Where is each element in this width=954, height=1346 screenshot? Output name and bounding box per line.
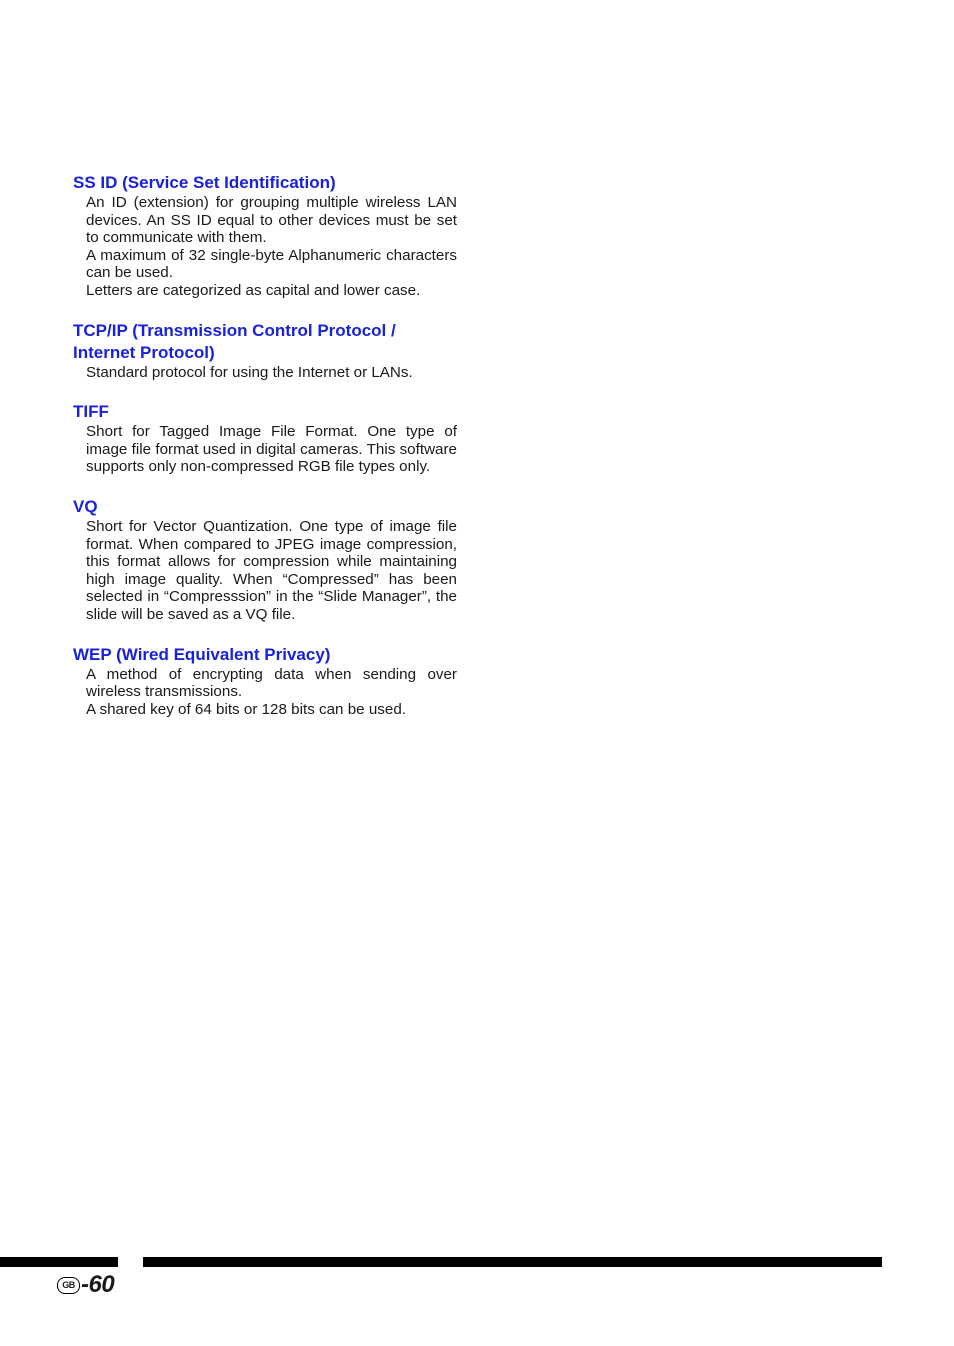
glossary-definition bbox=[86, 364, 457, 382]
definition-paragraph: Standard protocol for using the Internet or LANs. bbox=[86, 363, 413, 381]
glossary-definition bbox=[86, 518, 457, 624]
definition-paragraph: Letters are categorized as capital and lower case. bbox=[86, 281, 421, 299]
footer-rule-left bbox=[0, 1257, 118, 1267]
region-badge: GB bbox=[57, 1277, 80, 1294]
glossary-column bbox=[73, 172, 457, 738]
definition-paragraph: A maximum of 32 single-byte Alphanumeric characters can be used. bbox=[86, 246, 457, 282]
glossary-term: TIFF bbox=[73, 402, 109, 422]
glossary-entry-wep bbox=[73, 644, 457, 719]
definition-paragraph: A method of encrypting data when sending over wireless transmissions. bbox=[86, 665, 457, 701]
definition-paragraph: A shared key of 64 bits or 128 bits can be used. bbox=[86, 700, 406, 718]
glossary-definition bbox=[86, 423, 457, 476]
glossary-definition bbox=[86, 194, 457, 300]
glossary-entry-vq bbox=[73, 496, 457, 624]
glossary-term: SS ID (Service Set Identification) bbox=[73, 173, 336, 192]
definition-paragraph: Short for Tagged Image File Format. One type of image file format used in digital cameras. This software supports only non-compressed RGB file types only. bbox=[86, 423, 457, 476]
definition-paragraph: An ID (extension) for grouping multiple wireless LAN devices. An SS ID equal to other devices must be set to communicate with them. bbox=[86, 194, 457, 247]
glossary-term: WEP (Wired Equivalent Privacy) bbox=[73, 644, 331, 664]
page-number bbox=[57, 1271, 114, 1299]
definition-paragraph: Short for Vector Quantization. One type of image file format. When compared to JPEG image compression, this format allows for compression while maintaining high image quality. When “Compressed” has been selected in “Compresssion” in the “Slide Manager”, the slide will be saved as a VQ file. bbox=[86, 517, 457, 623]
footer-rule-right bbox=[143, 1257, 882, 1267]
glossary-entry-ssid bbox=[73, 172, 457, 300]
glossary-definition bbox=[86, 666, 457, 719]
glossary-term: VQ bbox=[73, 496, 98, 516]
glossary-entry-tcpip bbox=[73, 320, 457, 382]
glossary-term: TCP/IP (Transmission Control Protocol / Internet Protocol) bbox=[73, 320, 396, 362]
glossary-entry-tiff bbox=[73, 401, 457, 476]
page-number-text: -60 bbox=[81, 1271, 115, 1298]
